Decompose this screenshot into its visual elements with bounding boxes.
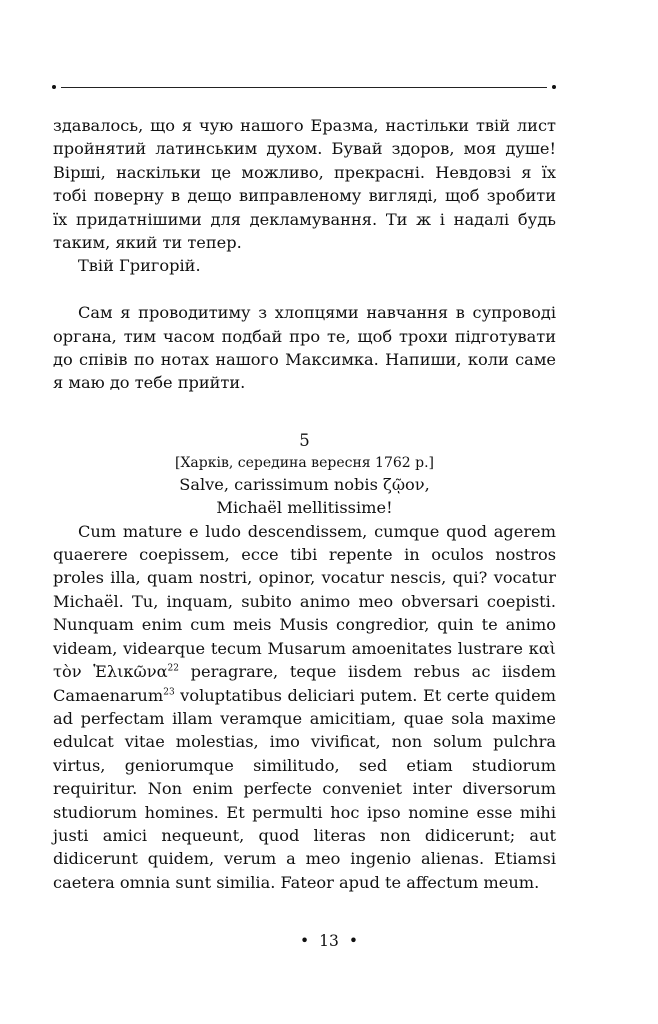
header-rule-left-dot xyxy=(52,85,56,89)
letter5-text-part-2: peragrare, teque iisdem rebus ac iisdem Camaenarum xyxy=(53,662,556,705)
header-rule-line xyxy=(61,87,547,88)
paragraph-gap xyxy=(53,278,556,301)
page-footer xyxy=(0,930,658,952)
letter-number: 5 xyxy=(299,430,310,450)
footer-bullet-left: • xyxy=(299,932,310,950)
letter4-signature: Твій Григорій. xyxy=(78,256,201,276)
page-number: 13 xyxy=(319,932,339,950)
letter-salutation-line-1: Salve, carissimum nobis ζῷον, xyxy=(179,474,430,494)
footer-bullet-right: • xyxy=(348,932,359,950)
letter4-postscript: Сам я проводитиму з хлопцями навчання в супроводі органа, тим часом подбай про те, щоб трохи підготувати до співів по нотах нашого Максимка. Напиши, коли саме я маю до тебе прийти. xyxy=(53,303,556,393)
letter-salutation-line-2: Michaël mellitissime! xyxy=(216,498,393,518)
letter5-text-part-3: voluptatibus deliciari putem. Et certe quidem ad perfectam illam veramque amicitiam, quae sola maxime edulcat vitae molestias, imo vivificat, non solum pulchra virtus, geniorumque similitudo, sed etiam studiorum requiritur. Non enim perfecte conveniet inter diversorum studiorum homines. Et permulti hoc ipso nomine esse mihi justi amici nequeunt, quod literas non didicerunt; aut didicerunt quidem, verum a meo ingenio alienas. Etiamsi caetera omnia sunt similia. Fateor apud te affectum meum. xyxy=(53,685,556,892)
footnote-ref-22[interactable]: 22 xyxy=(167,663,179,674)
header-rule xyxy=(52,84,556,92)
page-body xyxy=(53,114,556,894)
letter5-text-part-1: Cum mature e ludo descendissem, cumque quod agerem quaerere coepissem, ecce tibi repente in oculos nostros proles illa, quam nostri, opinor, vocatur nescis, qui? vocatur Michaël. Tu, inquam, subito animo meo obversari coepisti. Nunquam enim cum meis Musis congredior, quin te animo videam, videarque tecum Musarum amoenitates lustrare καὶ τὸν Ἑλικῶνα xyxy=(53,521,556,682)
letter-date-place-note: [Харків, середина вересня 1762 р.] xyxy=(174,454,435,471)
header-rule-right-dot xyxy=(552,85,556,89)
letter4-closing-paragraph: здавалось, що я чую нашого Еразма, настільки твій лист пройнятий латинським духом. Бувай здоров, моя душе! Вірші, наскільки це можливо, прекрасні. Невдовзі я їх тобі поверну в дещо виправленому вигляді, щоб зробити їх придатнішими для декламування. Ти ж і надалі будь таким, який ти тепер. xyxy=(53,116,556,253)
letter5-body-paragraph xyxy=(53,520,556,895)
letter5-heading xyxy=(53,429,556,520)
footnote-ref-23[interactable]: 23 xyxy=(163,687,175,698)
